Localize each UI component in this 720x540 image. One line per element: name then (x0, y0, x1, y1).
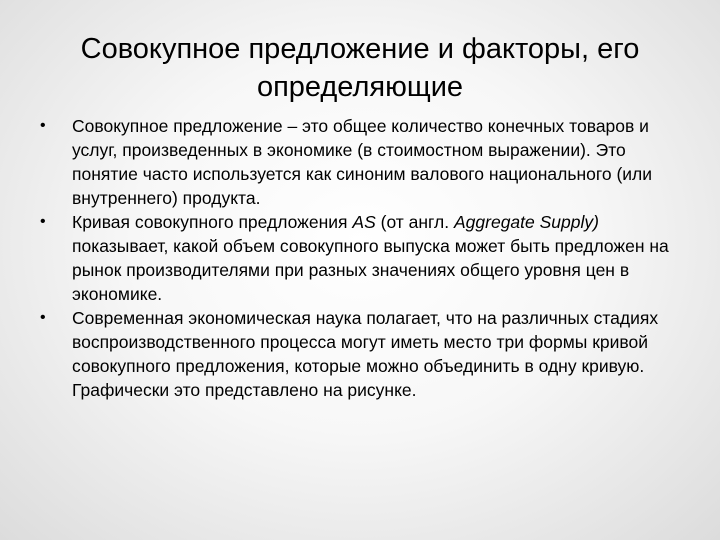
bullet-text: (от англ. (375, 212, 454, 232)
bullet-text: Современная экономическая наука полагает, что на различных стадиях воспроизводственного процесса могут иметь место три формы кривой совокупного предложения, которые можно объединить в одну кривую. Графически это представлено на рисунке. (72, 308, 659, 400)
bullet-item-3 (36, 306, 682, 402)
bullet-text: Совокупное предложение – это общее количество конечных товаров и услуг, произведенных в экономике (в стоимостном выражении). Это понятие часто используется как синоним валового национального (или внутреннего) продукта. (72, 116, 653, 208)
bullet-marker: • (40, 117, 46, 134)
bullet-text: Кривая совокупного предложения (72, 212, 353, 232)
bullet-text-italic: AS (352, 212, 376, 232)
bullet-marker: • (40, 309, 46, 326)
bullet-text: показывает, какой объем совокупного выпуска может быть предложен на рынок производителями при разных значениях общего уровня цен в экономике. (72, 236, 669, 304)
slide-title: Совокупное предложение и факторы, его определяющие (80, 33, 640, 103)
bullet-item-2 (36, 210, 682, 306)
bullet-text-italic: Aggregate Supply) (454, 212, 599, 232)
bullet-list (36, 114, 682, 402)
bullet-item-1 (36, 114, 682, 210)
bullet-marker: • (40, 213, 46, 230)
